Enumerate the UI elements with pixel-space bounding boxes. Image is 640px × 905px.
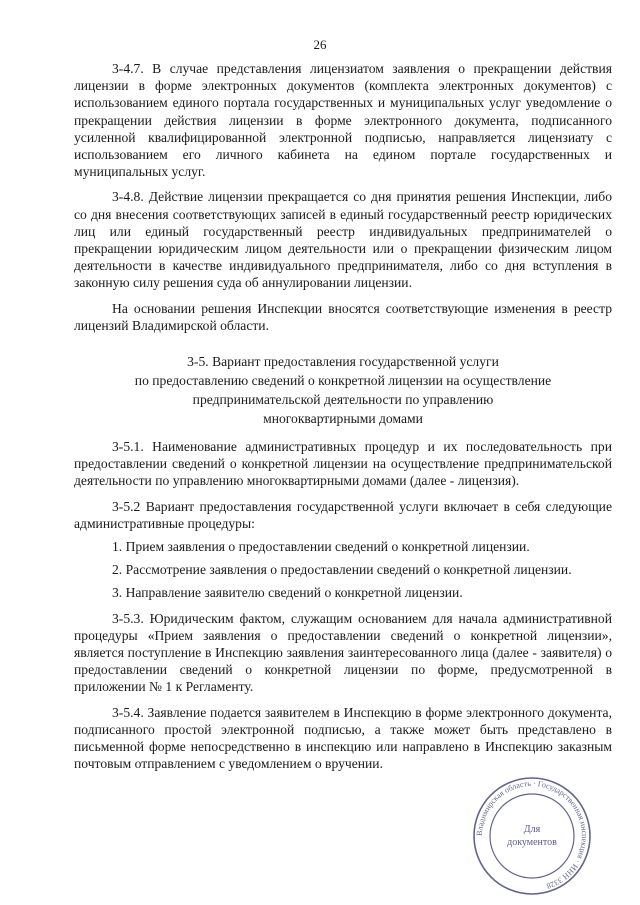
official-stamp <box>466 776 598 896</box>
page-number: 26 <box>313 37 327 52</box>
paragraph-3-5-2: 3-5.2 Вариант предоставления государственной услуги включает в себя следующие административные процедуры: <box>74 498 612 531</box>
section-heading-line: многоквартирными домами <box>263 411 423 427</box>
section-heading-line: по предоставлению сведений о конкретной лицензии на осуществление <box>134 373 552 389</box>
list-item-3: 3. Направление заявителю сведений о конкретной лицензии. <box>112 585 463 601</box>
list-item-1: 1. Прием заявления о предоставлении сведений о конкретной лицензии. <box>112 539 530 555</box>
paragraph-3-5-3: 3-5.3. Юридическим фактом, служащим основанием для начала административной процедуры «Прием заявления о предоставлении сведений о конкретной лицензии», является поступление в Инспекцию заявления заинтересованного лица (далее - заявителя) о предоставлении сведений о конкретной лицензии по форме, предусмотренной в приложении № 1 к Регламенту. <box>74 610 612 695</box>
stamp-graphic <box>474 778 590 894</box>
paragraph-3-5-1: 3-5.1. Наименование административных процедур и их последовательность при предоставлении сведений о конкретной лицензии на осуществление предпринимательской деятельности по управлению многоквартирными домами (далее - лицензия). <box>74 439 612 489</box>
stamp-center-text-2: документов <box>507 837 557 848</box>
paragraph-3-4-8: 3-4.8. Действие лицензии прекращается со дня принятия решения Инспекции, либо со дня внесения соответствующих записей в единый государственный реестр юридических лиц или единый государственный реестр индивидуальных предпринимателей о прекращении юридическим лицом деятельности или о прекращении физическим лицом деятельности в качестве индивидуального предпринимателя, либо со дня вступления в законную силу решения суда об аннулировании лицензии. <box>74 189 612 291</box>
paragraph-3-4-7: 3-4.7. В случае представления лицензиатом заявления о прекращении действия лицензии в форме электронных документов (комплекта электронных документов) с использованием единого портала государственных и муниципальных услуг уведомление о прекращении действия лицензии в форме электронного документа, подписанного усиленной квалифицированной электронной подписью, направляется лицензиату с использованием его личного кабинета на едином портале государственных и муниципальных услуг. <box>74 61 612 180</box>
stamp-ring-text: Владимирская область · Государственная инспекция · ИНН 3328 <box>474 778 590 891</box>
document-body <box>74 60 612 781</box>
section-heading-3-5 <box>74 352 612 428</box>
paragraph-3-5-4: 3-5.4. Заявление подается заявителем в Инспекцию в форме электронного документа, подписанного простой электронной подписью, а также может быть представлено в письменной форме непосредственно в инспекцию или направлено в Инспекцию заказным почтовым отправлением с уведомлением о вручении. <box>74 704 612 772</box>
paragraph-registry-changes: На основании решения Инспекции вносятся соответствующие изменения в реестр лицензий Владимирской области. <box>74 300 612 333</box>
stamp-center-text-1: Для <box>523 824 541 835</box>
section-heading-line: предпринимательской деятельности по управлению <box>192 392 494 408</box>
list-item-2: 2. Рассмотрение заявления о предоставлении сведений о конкретной лицензии. <box>112 562 572 578</box>
section-heading-line: 3-5. Вариант предоставления государственной услуги <box>187 354 499 370</box>
